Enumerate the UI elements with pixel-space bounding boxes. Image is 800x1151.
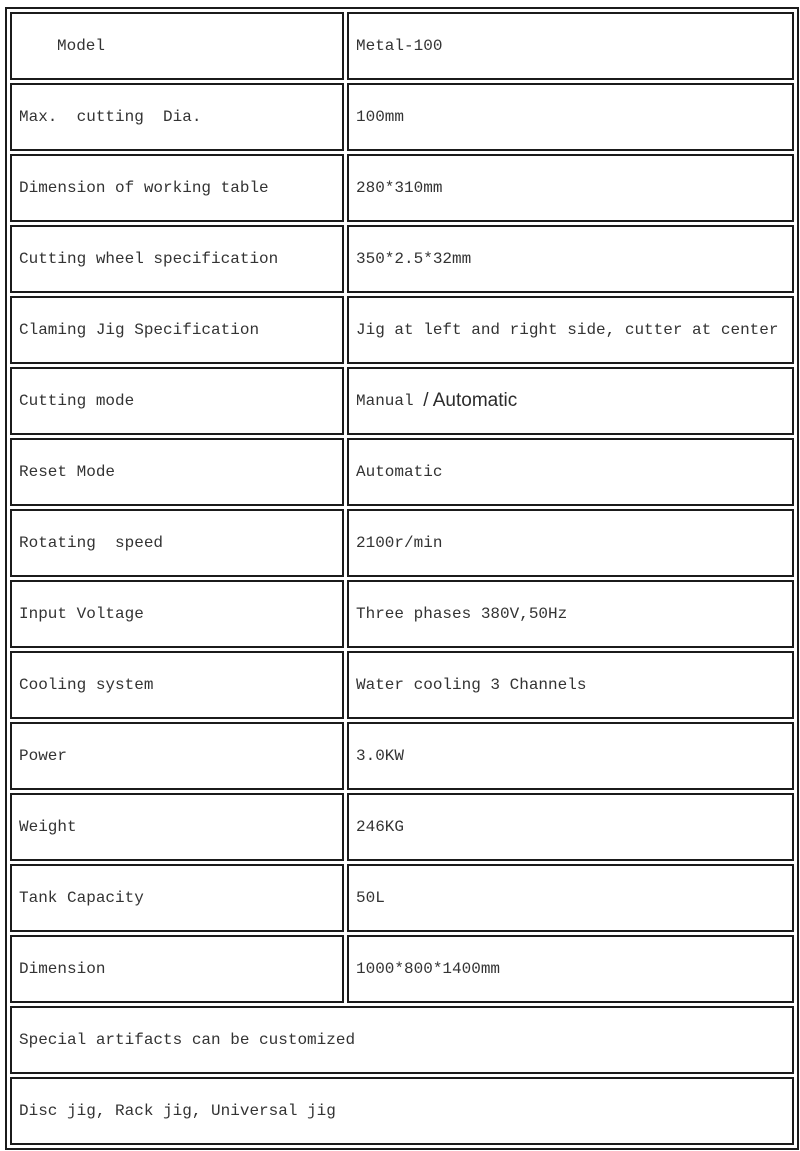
note-special-artifacts: Special artifacts can be customized <box>10 1006 794 1074</box>
label-weight: Weight <box>10 793 344 861</box>
label-cutting-mode: Cutting mode <box>10 367 344 435</box>
value-max-cutting-dia: 100mm <box>347 83 794 151</box>
label-tank-capacity: Tank Capacity <box>10 864 344 932</box>
label-input-voltage: Input Voltage <box>10 580 344 648</box>
value-weight: 246KG <box>347 793 794 861</box>
note-jig-types: Disc jig, Rack jig, Universal jig <box>10 1077 794 1145</box>
cutting-mode-automatic: / Automatic <box>423 390 518 411</box>
label-cooling-system: Cooling system <box>10 651 344 719</box>
label-cutting-wheel-spec: Cutting wheel specification <box>10 225 344 293</box>
label-reset-mode: Reset Mode <box>10 438 344 506</box>
specification-table <box>5 7 799 1150</box>
label-rotating-speed: Rotating speed <box>10 509 344 577</box>
value-tank-capacity: 50L <box>347 864 794 932</box>
label-working-table-dimension: Dimension of working table <box>10 154 344 222</box>
value-rotating-speed: 2100r/min <box>347 509 794 577</box>
value-working-table-dimension: 280*310mm <box>347 154 794 222</box>
cutting-mode-manual: Manual <box>356 392 424 410</box>
value-clamping-jig-spec: Jig at left and right side, cutter at center <box>347 296 794 364</box>
value-model: Metal-100 <box>347 12 794 80</box>
value-cutting-wheel-spec: 350*2.5*32mm <box>347 225 794 293</box>
value-dimension: 1000*800*1400mm <box>347 935 794 1003</box>
label-dimension: Dimension <box>10 935 344 1003</box>
value-reset-mode: Automatic <box>347 438 794 506</box>
label-clamping-jig-spec: Claming Jig Specification <box>10 296 344 364</box>
label-max-cutting-dia: Max. cutting Dia. <box>10 83 344 151</box>
label-model: Model <box>10 12 344 80</box>
value-power: 3.0KW <box>347 722 794 790</box>
value-cutting-mode <box>347 367 794 435</box>
value-input-voltage: Three phases 380V,50Hz <box>347 580 794 648</box>
label-power: Power <box>10 722 344 790</box>
value-cooling-system: Water cooling 3 Channels <box>347 651 794 719</box>
